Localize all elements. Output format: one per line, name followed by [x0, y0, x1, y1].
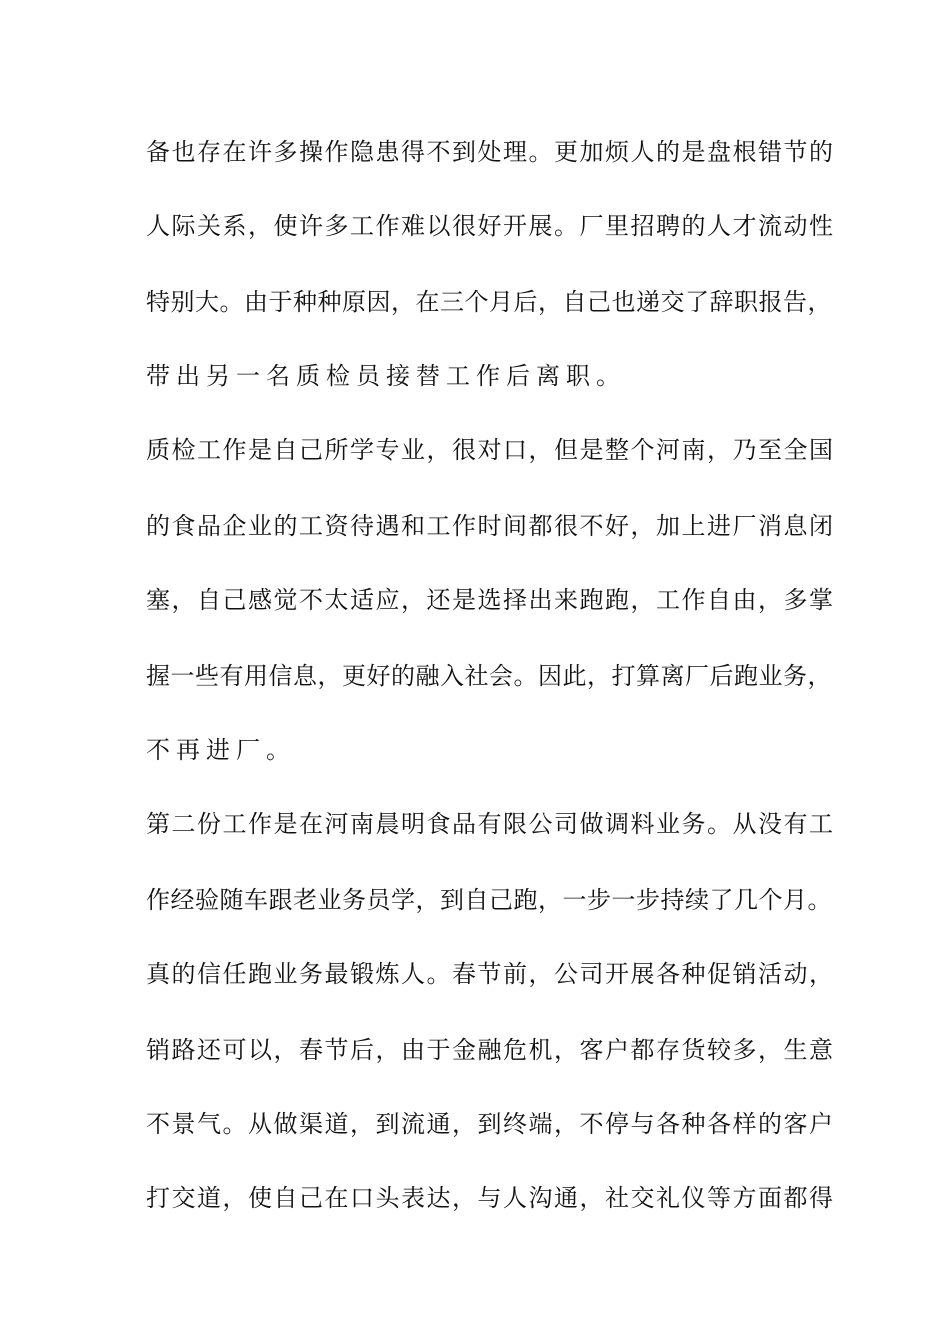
- text-line: 人际关系，使许多工作难以很好开展。厂里招聘的人才流动性: [146, 212, 835, 240]
- text-line: 销路还可以，春节后，由于金融危机，客户都存货较多，生意: [146, 1036, 835, 1064]
- text-line: 握一些有用信息，更好的融入社会。因此，打算离厂后跑业务，: [146, 662, 832, 690]
- text-line: 第二份工作是在河南晨明食品有限公司做调料业务。从没有工: [146, 810, 835, 838]
- text-line: 的食品企业的工资待遇和工作时间都很不好，加上进厂消息闭: [146, 512, 835, 540]
- text-line: 带出另一名质检员接替工作后离职。: [146, 362, 626, 390]
- text-line: 特别大。由于种种原因，在三个月后，自己也递交了辞职报告，: [146, 288, 832, 316]
- text-line: 不景气。从做渠道，到流通，到终端，不停与各种各样的客户: [146, 1110, 835, 1138]
- text-line: 真的信任跑业务最锻炼人。春节前，公司开展各种促销活动，: [146, 960, 835, 988]
- text-line: 作经验随车跟老业务员学，到自己跑，一步一步持续了几个月。: [146, 886, 832, 914]
- text-line: 塞，自己感觉不太适应，还是选择出来跑跑，工作自由，多掌: [146, 586, 835, 614]
- text-line: 打交道，使自己在口头表达，与人沟通，社交礼仪等方面都得: [146, 1184, 835, 1212]
- text-line: 质检工作是自己所学专业，很对口，但是整个河南，乃至全国: [146, 436, 835, 464]
- text-line: 备也存在许多操作隐患得不到处理。更加烦人的是盘根错节的: [146, 138, 835, 166]
- text-line: 不再进厂。: [146, 736, 296, 764]
